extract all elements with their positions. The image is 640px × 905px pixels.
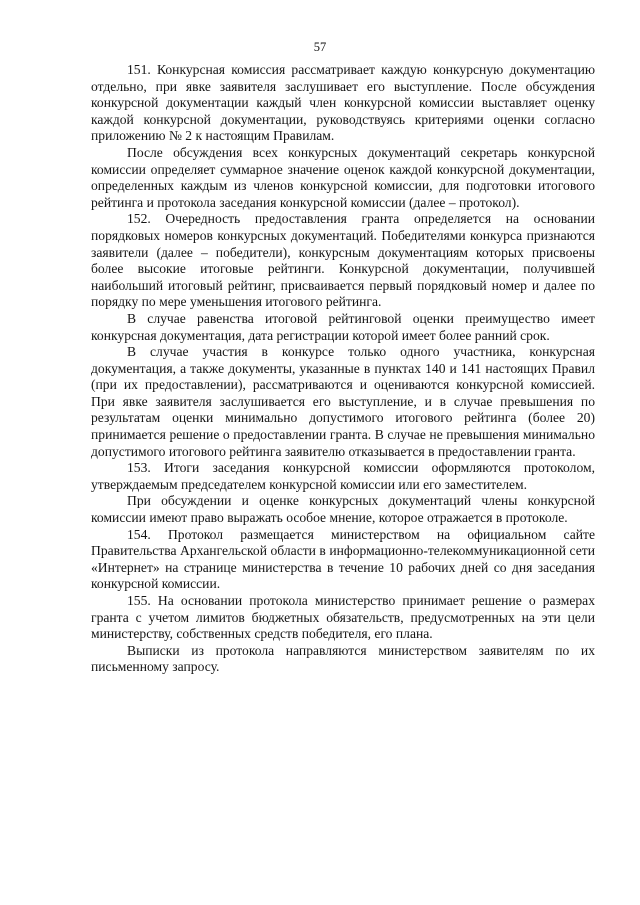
document-body — [91, 62, 595, 676]
paragraph-152-equal-rating: В случае равенства итоговой рейтинговой оценки преимущество имеет конкурсная документация, дата регистрации которой имеет более ранний срок. — [91, 310, 595, 343]
page-number: 57 — [313, 40, 327, 54]
paragraph-152-single-participant: В случае участия в конкурсе только одного участника, конкурсная документация, а также документы, указанные в пунктах 140 и 141 настоящих Правил (при их предоставлении), рассматриваются и оцениваются конкурсной комиссией. При явке заявителя заслушивается его выступление, и в случае превышения по результатам оценки минимально допустимого итогового рейтинга (более 20) принимается решение о предоставлении гранта. В случае не превышения минимально допустимого итогового рейтинга заявителю отказывается в предоставлении гранта. — [91, 344, 595, 459]
paragraph-154: 154. Протокол размещается министерством на официальном сайте Правительства Архангельской области в информационно-телекоммуникационной сети «Интернет» на странице министерства в течение 10 рабочих дней со дня заседания конкурсной комиссии. — [91, 526, 595, 592]
paragraph-153: 153. Итоги заседания конкурсной комиссии оформляются протоколом, утверждаемым председателем конкурсной комиссии или его заместителем. — [91, 460, 595, 492]
paragraph-155: 155. На основании протокола министерство принимает решение о размерах гранта с учетом лимитов бюджетных обязательств, предусмотренных на эти цели министерству, собственных средств победителя, его плана. — [91, 593, 595, 642]
paragraph-151-secretary: После обсуждения всех конкурсных документаций секретарь конкурсной комиссии определяет суммарное значение оценок каждой конкурсной документации, определенных каждым из членов конкурсной комиссии, для подготовки итогового рейтинга и протокола заседания конкурсной комиссии (далее – протокол). — [91, 144, 595, 210]
paragraph-152: 152. Очередность предоставления гранта определяется на основании порядковых номеров конкурсных документаций. Победителями конкурса признаются заявители (далее – победители), конкурсным документациям которых присвоены более высокие итоговые рейтинги. Конкурсной документации, получившей наибольший итоговый рейтинг, присваивается первый порядковый номер и далее по порядку по мере уменьшения итогового рейтинга. — [91, 211, 595, 310]
paragraph-155-extracts: Выписки из протокола направляются министерством заявителям по их письменному запросу. — [91, 642, 595, 675]
paragraph-153-special-opinion: При обсуждении и оценке конкурсных документаций члены конкурсной комиссии имеют право выражать особое мнение, которое отражается в протоколе. — [91, 493, 595, 526]
paragraph-151: 151. Конкурсная комиссия рассматривает каждую конкурсную документацию отдельно, при явке заявителя заслушивает его выступление. После обсуждения конкурсной документации каждый член конкурсной комиссии выставляет оценку каждой конкурсной документации, руководствуясь критериями оценки согласно приложению № 2 к настоящим Правилам. — [91, 62, 595, 144]
